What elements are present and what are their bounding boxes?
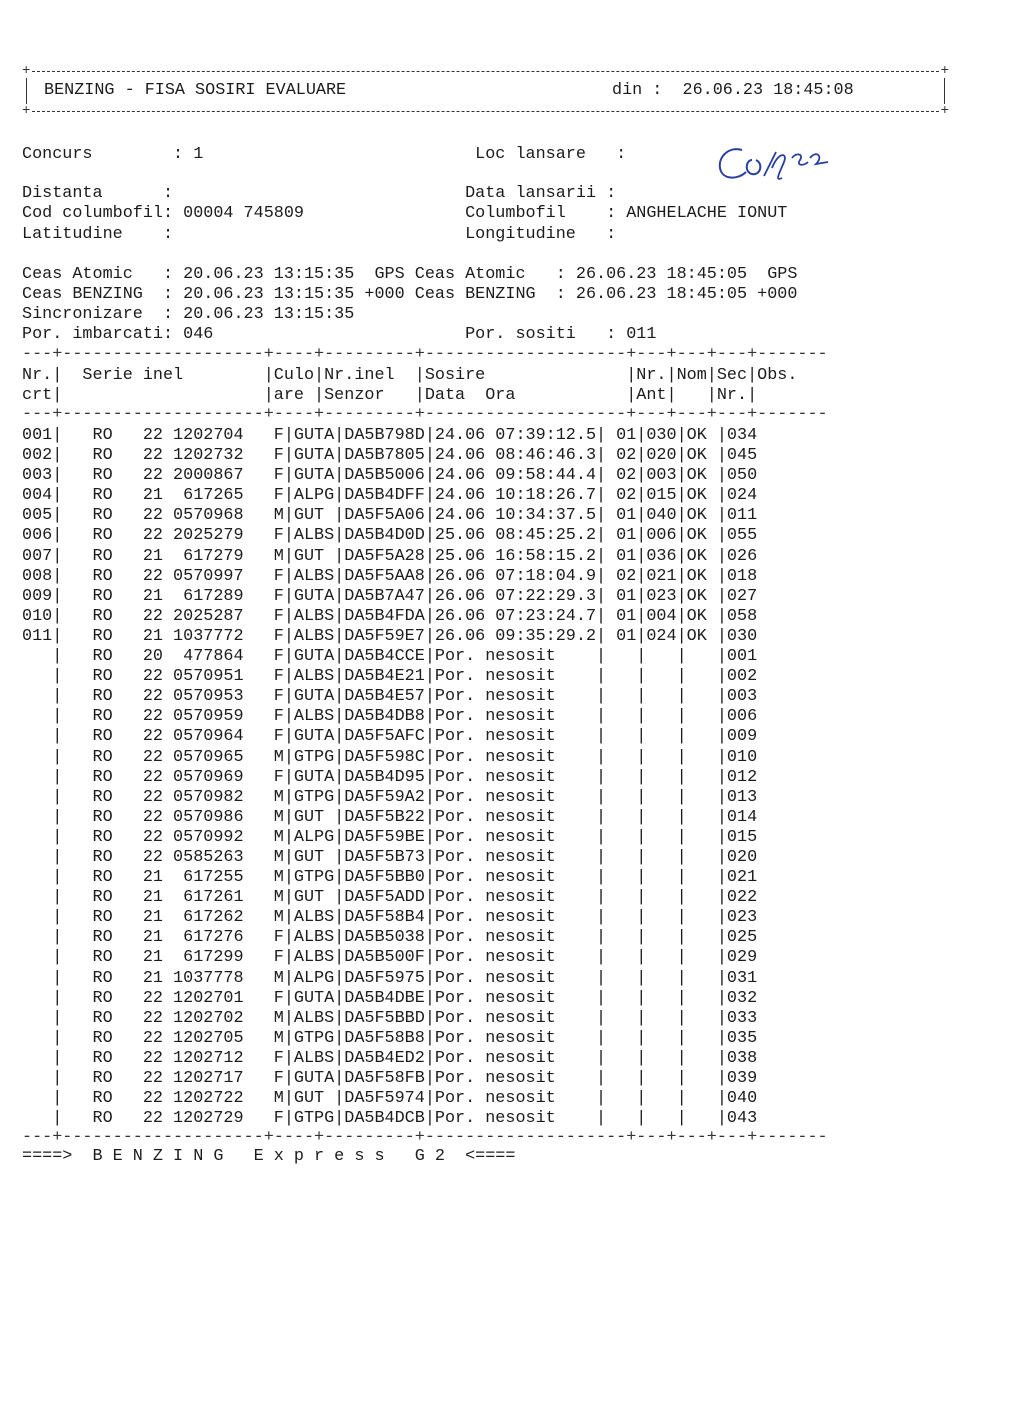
table-body	[22, 426, 757, 1129]
table-row: | RO 22 0585263 M|GUT |DA5F5B73|Por. nesosit | | | |020	[22, 847, 758, 867]
distanta-line: Distanta : Data lansarii :	[22, 184, 617, 203]
porumbei-line: Por. imbarcati: 046 Por. sositi : 011	[22, 325, 657, 344]
table-row: 005| RO 22 0570968 M|GUT |DA5F5A06|24.06 10:34:37.5| 01|040|OK |011	[22, 506, 758, 526]
table-row: | RO 21 617276 F|ALBS|DA5B5038|Por. nesosit | | | |025	[22, 928, 758, 948]
table-rule-mid: ---+--------------------+----+---------+--------------------+---+---+---+-------	[22, 405, 828, 424]
table-row: 006| RO 22 2025279 F|ALBS|DA5B4D0D|25.06 08:45:25.2| 01|006|OK |055	[22, 526, 758, 546]
table-row: | RO 21 617262 M|ALBS|DA5F58B4|Por. nesosit | | | |023	[22, 908, 758, 928]
table-row: 002| RO 22 1202732 F|GUTA|DA5B7805|24.06 08:46:46.3| 02|020|OK |045	[22, 446, 758, 466]
corner-plus: +	[22, 63, 31, 79]
handwritten-signature	[712, 138, 852, 188]
header-box	[22, 63, 949, 119]
sincronizare-line: Sincronizare : 20.06.23 13:15:35	[22, 305, 355, 324]
table-row: | RO 22 1202702 M|ALBS|DA5F5BBD|Por. nesosit | | | |033	[22, 1008, 758, 1028]
latitudine-line: Latitudine : Longitudine :	[22, 225, 617, 244]
table-rule-bottom: ---+--------------------+----+---------+--------------------+---+---+---+-------	[22, 1128, 828, 1147]
ceas-atomic-line: Ceas Atomic : 20.06.23 13:15:35 GPS Ceas Atomic : 26.06.23 18:45:05 GPS	[22, 265, 798, 284]
table-row: | RO 22 1202722 M|GUT |DA5F5974|Por. nesosit | | | |040	[22, 1089, 758, 1109]
table-row: | RO 22 0570964 F|GUTA|DA5F5AFC|Por. nesosit | | | |009	[22, 727, 758, 747]
table-row: 001| RO 22 1202704 F|GUTA|DA5B798D|24.06 07:39:12.5| 01|030|OK |034	[22, 426, 758, 445]
table-row: | RO 22 0570969 F|GUTA|DA5B4D95|Por. nesosit | | | |012	[22, 767, 758, 787]
table-row: | RO 22 0570965 M|GTPG|DA5F598C|Por. nesosit | | | |010	[22, 747, 758, 767]
table-row: | RO 21 617261 M|GUT |DA5F5ADD|Por. nesosit | | | |022	[22, 888, 758, 908]
table-row: | RO 22 1202705 M|GTPG|DA5F58B8|Por. nesosit | | | |035	[22, 1028, 758, 1048]
corner-plus: +	[940, 63, 949, 79]
table-row: | RO 20 477864 F|GUTA|DA5B4CCE|Por. nesosit | | | |001	[22, 647, 758, 667]
concurs-line: Concurs : 1 Loc lansare :	[22, 145, 627, 164]
ceas-benzing-line: Ceas BENZING : 20.06.23 13:15:35 +000 Ceas BENZING : 26.06.23 18:45:05 +000	[22, 285, 798, 304]
table-row: | RO 22 1202701 F|GUTA|DA5B4DBE|Por. nesosit | | | |032	[22, 988, 758, 1008]
footer-banner: ====> B E N Z I N G E x p r e s s G 2 <====	[22, 1147, 516, 1166]
table-row: | RO 22 1202717 F|GUTA|DA5F58FB|Por. nesosit | | | |039	[22, 1069, 758, 1088]
table-row: | RO 22 1202712 F|ALBS|DA5B4ED2|Por. nesosit | | | |038	[22, 1048, 758, 1068]
table-rule-top: ---+--------------------+----+---------+--------------------+---+---+---+-------	[22, 345, 828, 364]
header-right-border	[944, 78, 945, 104]
table-row: | RO 22 0570982 M|GTPG|DA5F59A2|Por. nesosit | | | |013	[22, 787, 758, 807]
cod-columbofil-line: Cod columbofil: 00004 745809 Columbofil : ANGHELACHE IONUT	[22, 204, 788, 223]
corner-plus: +	[22, 103, 31, 119]
table-row: 011| RO 21 1037772 F|ALBS|DA5F59E7|26.06 09:35:29.2| 01|024|OK |030	[22, 626, 758, 646]
table-row: 003| RO 22 2000867 F|GUTA|DA5B5006|24.06 09:58:44.4| 02|003|OK |050	[22, 466, 758, 486]
table-row: | RO 22 0570986 M|GUT |DA5F5B22|Por. nesosit | | | |014	[22, 807, 758, 827]
table-row: | RO 22 1202729 F|GTPG|DA5B4DCB|Por. nesosit | | | |043	[22, 1109, 758, 1129]
table-row: | RO 21 617299 F|ALBS|DA5B500F|Por. nesosit | | | |029	[22, 948, 758, 968]
table-row: | RO 22 0570992 M|ALPG|DA5F59BE|Por. nesosit | | | |015	[22, 827, 758, 847]
table-row: | RO 22 0570951 F|ALBS|DA5B4E21|Por. nesosit | | | |002	[22, 667, 758, 687]
report-date: din : 26.06.23 18:45:08	[612, 81, 854, 100]
table-row: 008| RO 22 0570997 F|ALBS|DA5F5AA8|26.06 07:18:04.9| 02|021|OK |018	[22, 566, 758, 586]
table-row: | RO 21 617255 M|GTPG|DA5F5BB0|Por. nesosit | | | |021	[22, 868, 758, 888]
header-rule-top	[32, 71, 939, 72]
corner-plus: +	[940, 103, 949, 119]
table-row: 007| RO 21 617279 M|GUT |DA5F5A28|25.06 16:58:15.2| 01|036|OK |026	[22, 546, 758, 566]
table-header-row-2: crt| |are |Senzor |Data Ora |Ant| |Nr.|	[22, 386, 758, 405]
table-row: | RO 22 0570959 F|ALBS|DA5B4DB8|Por. nesosit | | | |006	[22, 707, 758, 727]
page-title: BENZING - FISA SOSIRI EVALUARE	[44, 81, 347, 100]
table-row: 004| RO 21 617265 F|ALPG|DA5B4DFF|24.06 10:18:26.7| 02|015|OK |024	[22, 486, 758, 506]
table-row: 010| RO 22 2025287 F|ALBS|DA5B4FDA|26.06 07:23:24.7| 01|004|OK |058	[22, 606, 758, 626]
table-row: 009| RO 21 617289 F|GUTA|DA5B7A47|26.06 07:22:29.3| 01|023|OK |027	[22, 586, 758, 606]
header-left-border	[26, 78, 27, 104]
table-row: | RO 21 1037778 M|ALPG|DA5F5975|Por. nesosit | | | |031	[22, 968, 758, 988]
table-header-row-1: Nr.| Serie inel |Culo|Nr.inel |Sosire |Nr.|Nom|Sec|Obs.	[22, 366, 798, 385]
table-row: | RO 22 0570953 F|GUTA|DA5B4E57|Por. nesosit | | | |003	[22, 687, 758, 707]
header-rule-bottom	[32, 111, 939, 112]
